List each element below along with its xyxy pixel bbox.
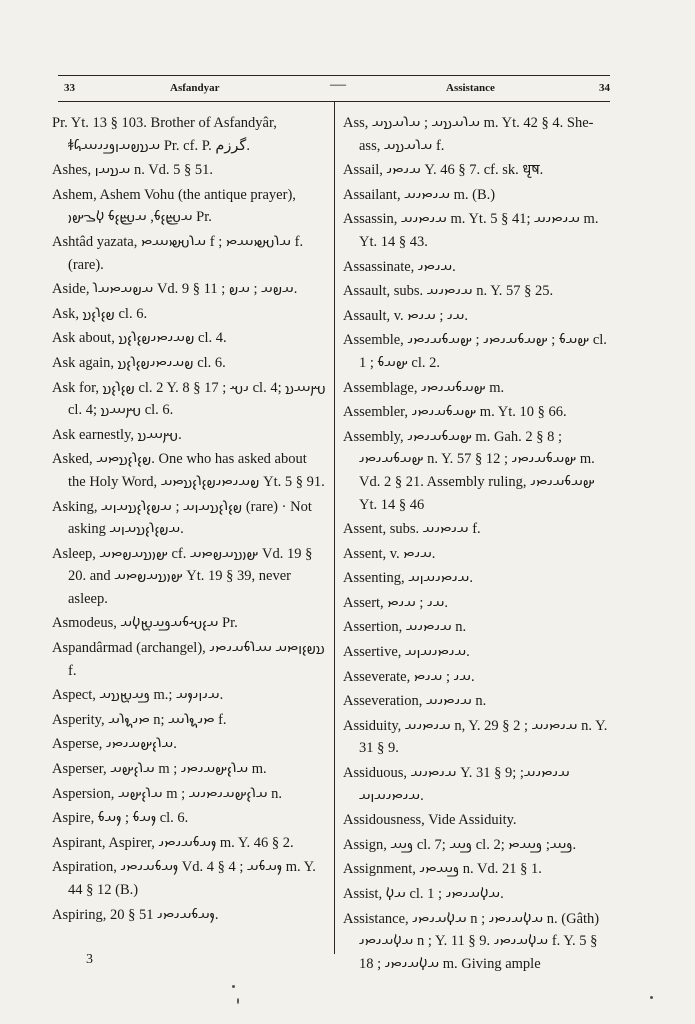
left-column [52, 112, 328, 928]
dictionary-entry: Assiduity, 𐬀𐬌𐬙𐬌𐬀 n, Y. 29 § 2 ; 𐬀𐬌𐬙𐬌𐬀 n. Y. 31 § 9. [343, 717, 608, 757]
dictionary-entry: Assertive, 𐬀𐬌𐬙𐬌𐬀𐬥𐬀. [343, 644, 470, 661]
dictionary-entry: Pr. Yt. 13 § 103. Brother of Asfandyâr, ꬸ𐬀𐬯𐬞𐬀𐬥𐬛𐬌𐬌𐬁𐬜 Pr. cf. P. گرزم. [52, 115, 277, 154]
right-running-head: Assistance [446, 82, 495, 94]
left-running-head: Asfandyar [170, 82, 220, 94]
right-column [343, 112, 611, 977]
dictionary-entry: Assidousness, Vide Assiduity. [343, 812, 517, 829]
dictionary-entry: Ashes, 𐬀𐬯𐬀𐬥 n. Vd. 5 § 51. [52, 162, 214, 179]
dictionary-entry: Assenting, 𐬀𐬌𐬙𐬌𐬀𐬥𐬀. [343, 570, 473, 587]
dictionary-entry: Aspiration, 𐬐𐬀𐬨𐬀𐬌𐬙𐬌 Vd. 4 § 4 ; 𐬐𐬀𐬨𐬀 m. Y. 44 § 12 (B.) [52, 859, 316, 898]
dictionary-entry: Asseveration, 𐬀𐬌𐬙𐬌𐬀 n. [343, 693, 487, 710]
dictionary-entry: Aspect, 𐬛𐬀𐬉𐬯𐬀 m.; 𐬀𐬌𐬥𐬌𐬐𐬀. [52, 687, 224, 704]
dictionary-entry: Assert, 𐬀𐬌 ; 𐬀𐬌𐬙. [343, 594, 449, 611]
dictionary-entry: Aspiring, 𐬐𐬀𐬨𐬀𐬌𐬙𐬌 51 § 20. [52, 906, 219, 923]
dictionary-entry: Asperser, 𐬀𐬭𐬆𐬵𐬀 m ; 𐬀𐬭𐬆𐬵𐬀𐬌𐬙𐬌 m. [52, 761, 267, 778]
dictionary-entry: Ass, 𐬀𐬭𐬀𐬯𐬀 ; 𐬀𐬭𐬀𐬯𐬀 m. Yt. 42 § 4. She-ass, 𐬀𐬭𐬀𐬯𐬀 f. [343, 115, 594, 154]
dictionary-entry: Asked, 𐬞𐬆𐬭𐬆𐬯𐬙𐬀. One who has asked about the Holy Word, 𐬞𐬀𐬌𐬙𐬌𐬞𐬆𐬭𐬆𐬯𐬙𐬀 Yt. 5 § 91. [52, 451, 325, 490]
dictionary-entry: Assault, subs. 𐬀𐬌𐬙𐬌𐬀 n. Y. 57 § 25. [343, 283, 554, 300]
dictionary-entry: Assembler, 𐬵𐬀𐬨𐬀𐬌𐬙𐬌 m. Yt. 10 § 66. [343, 404, 567, 421]
dictionary-entry: Asperse, 𐬀𐬭𐬆𐬵𐬀𐬌𐬙𐬌. [52, 736, 177, 753]
dictionary-entry: Aspandârmad (archangel), 𐬯𐬞𐬆𐬥𐬙𐬀 𐬁𐬭𐬨𐬀𐬌𐬙𐬌 f. [52, 640, 325, 679]
dictionary-entry: Assistance, 𐬀𐬬𐬀𐬌𐬙𐬌 n ; 𐬀𐬬𐬀𐬌𐬙𐬌 n. (Gâth) 𐬀𐬬𐬀𐬌𐬙𐬌 n ; Y. 11 § 9. 𐬀𐬬𐬀𐬌𐬙𐬌 f. Y. 5 § 18 ; 𐬀𐬬𐬀𐬌𐬙𐬌 m. Giving ample [343, 910, 600, 972]
dictionary-entry: Assembly, 𐬵𐬀𐬨𐬀𐬌𐬙𐬌 m. Gah. 2 § 8 ; 𐬵𐬀𐬨𐬀𐬌𐬙𐬌 n. Y. 57 § 12 ; 𐬵𐬀𐬨𐬀𐬌𐬙𐬌 m. Vd. 2 § 21. Assembly ruling, 𐬵𐬀𐬨𐬀𐬌𐬙𐬌 Yt. 14 § 46 [343, 428, 595, 513]
dictionary-entry: Assassin, 𐬀𐬌𐬙𐬌𐬀 m. Yt. 5 § 41; 𐬀𐬌𐬙𐬌𐬀 m. Yt. 14 § 43. [343, 211, 599, 250]
dictionary-entry: Aspersion, 𐬀𐬭𐬆𐬵𐬀 m ; 𐬀𐬭𐬆𐬵𐬀𐬌𐬙𐬌𐬀 n. [52, 785, 283, 802]
dictionary-entry: Aside, 𐬀𐬞𐬀𐬙𐬀𐬭 Vd. 9 § 11 ; 𐬀𐬞𐬀 ; 𐬀𐬞. [52, 281, 298, 298]
dictionary-entry: Ashem, Ashem Vohu (the antique prayer), 𐬀𐬴𐬆𐬨, 𐬀𐬴𐬆𐬨 𐬬𐬊𐬵𐬎 Pr. [52, 186, 296, 226]
dictionary-entry: Ask again, 𐬞𐬀𐬌𐬙𐬌𐬞𐬆𐬭𐬆𐬯 cl. 6. [52, 354, 226, 371]
dictionary-entry: Aspirant, Aspirer, 𐬐𐬀𐬨𐬀𐬌𐬙𐬌 m. Y. 46 § 2. [52, 834, 294, 851]
print-speck [650, 996, 653, 999]
dictionary-entry: Assertion, 𐬀𐬌𐬙𐬌𐬀 n. [343, 619, 467, 636]
dictionary-entry: Asperity, 𐬙𐬌𐬖𐬭𐬀 n; 𐬙𐬌𐬖𐬭𐬁 f. [52, 711, 227, 728]
dictionary-entry: Assemblage, 𐬵𐬀𐬨𐬀𐬌𐬙𐬌 m. [343, 379, 505, 396]
dictionary-entry: Aspire, 𐬐𐬀𐬨 ; 𐬐𐬀𐬨 cl. 6. [52, 810, 189, 827]
dictionary-entry: Ask earnestly, 𐬫𐬁𐬯. [52, 426, 182, 443]
print-speck [237, 998, 239, 1004]
column-divider [334, 101, 335, 954]
left-page-number: 33 [64, 82, 75, 94]
dictionary-entry: Asking, 𐬞𐬆𐬭𐬆𐬯𐬀𐬥𐬀 ; 𐬀𐬞𐬆𐬭𐬆𐬯𐬀𐬥𐬀 (rare) · Not asking 𐬀𐬞𐬆𐬭𐬆𐬯𐬀𐬥𐬀. [52, 498, 312, 538]
dictionary-entry: Asseverate, 𐬀𐬌 ; 𐬀𐬌𐬙. [343, 668, 475, 685]
dictionary-entry: Assist, 𐬀𐬬 cl. 1 ; 𐬀𐬬𐬀𐬌𐬙𐬌. [343, 886, 504, 902]
print-speck [232, 985, 235, 988]
dictionary-entry: Assassinate, 𐬀𐬌𐬙𐬌. [343, 258, 456, 275]
dictionary-entry: Ask for, 𐬞𐬆𐬭𐬆𐬯 cl. 2 Y. 8 § 17 ; 𐬌𐬱 cl. 4; 𐬫𐬁𐬯 cl. 4; 𐬫𐬁𐬯 cl. 6. [52, 379, 326, 419]
dictionary-entry: Ask about, 𐬞𐬀𐬌𐬙𐬌𐬞𐬆𐬭𐬆𐬯 cl. 4. [52, 330, 227, 347]
dictionary-entry: Assent, v. 𐬀𐬌𐬙. [343, 545, 436, 562]
running-header [58, 76, 610, 100]
dictionary-entry: Asmodeus, 𐬀𐬆𐬱𐬨𐬀𐬛𐬀𐬉𐬬𐬀 Pr. [52, 615, 238, 632]
header-separator: — [330, 76, 346, 93]
dictionary-entry: Assemble, 𐬵𐬀𐬨 ; 𐬵𐬀𐬨𐬀𐬌𐬙𐬌 ; 𐬵𐬀𐬨𐬀𐬌𐬙𐬌 cl. 1 ; 𐬵𐬀𐬨 cl. 2. [343, 332, 607, 371]
dictionary-entry: Assault, v. 𐬀𐬌 ; 𐬀𐬌𐬙. [343, 307, 469, 324]
dictionary-entry: Ashtâd yazata, 𐬀𐬭𐬱𐬙𐬁𐬙 f ; 𐬀𐬭𐬱𐬙𐬁𐬙 f. (rare). [52, 233, 304, 273]
dictionary-entry: Assail, 𐬀𐬌𐬙𐬌 Y. 46 § 7. cf. sk. धृष. [343, 162, 544, 179]
dictionary-entry: Assignment, 𐬛𐬁𐬙𐬌 n. Vd. 21 § 1. [343, 861, 542, 878]
right-page-number: 34 [599, 82, 610, 94]
dictionary-entry: Assign, 𐬛𐬁 cl. 7; 𐬛𐬁 cl. 2; 𐬛𐬁; 𐬛𐬁𐬙. [343, 836, 577, 853]
dictionary-entry: Assent, subs. 𐬀𐬌𐬙𐬌𐬀 f. [343, 521, 481, 538]
dictionary-entry: Assailant, 𐬀𐬌𐬙𐬌𐬀 m. (B.) [343, 186, 496, 203]
page-signature: 3 [86, 952, 93, 967]
dictionary-entry: Asleep, 𐬵𐬎𐬯𐬀𐬞𐬙𐬀 cf. 𐬵𐬎𐬯𐬀𐬞𐬙𐬀 Vd. 19 § 20. and 𐬵𐬎𐬯𐬀𐬞𐬙𐬀 Yt. 19 § 39, never asleep. [52, 545, 313, 607]
dictionary-entry: Assiduous, 𐬀𐬌𐬙𐬌𐬀 Y. 31 § 9; 𐬀𐬌𐬙𐬌𐬀; 𐬀𐬌𐬙𐬌𐬀𐬥𐬀. [343, 765, 570, 804]
dictionary-entry: Ask, 𐬞𐬆𐬭𐬆𐬯 cl. 6. [52, 305, 148, 322]
